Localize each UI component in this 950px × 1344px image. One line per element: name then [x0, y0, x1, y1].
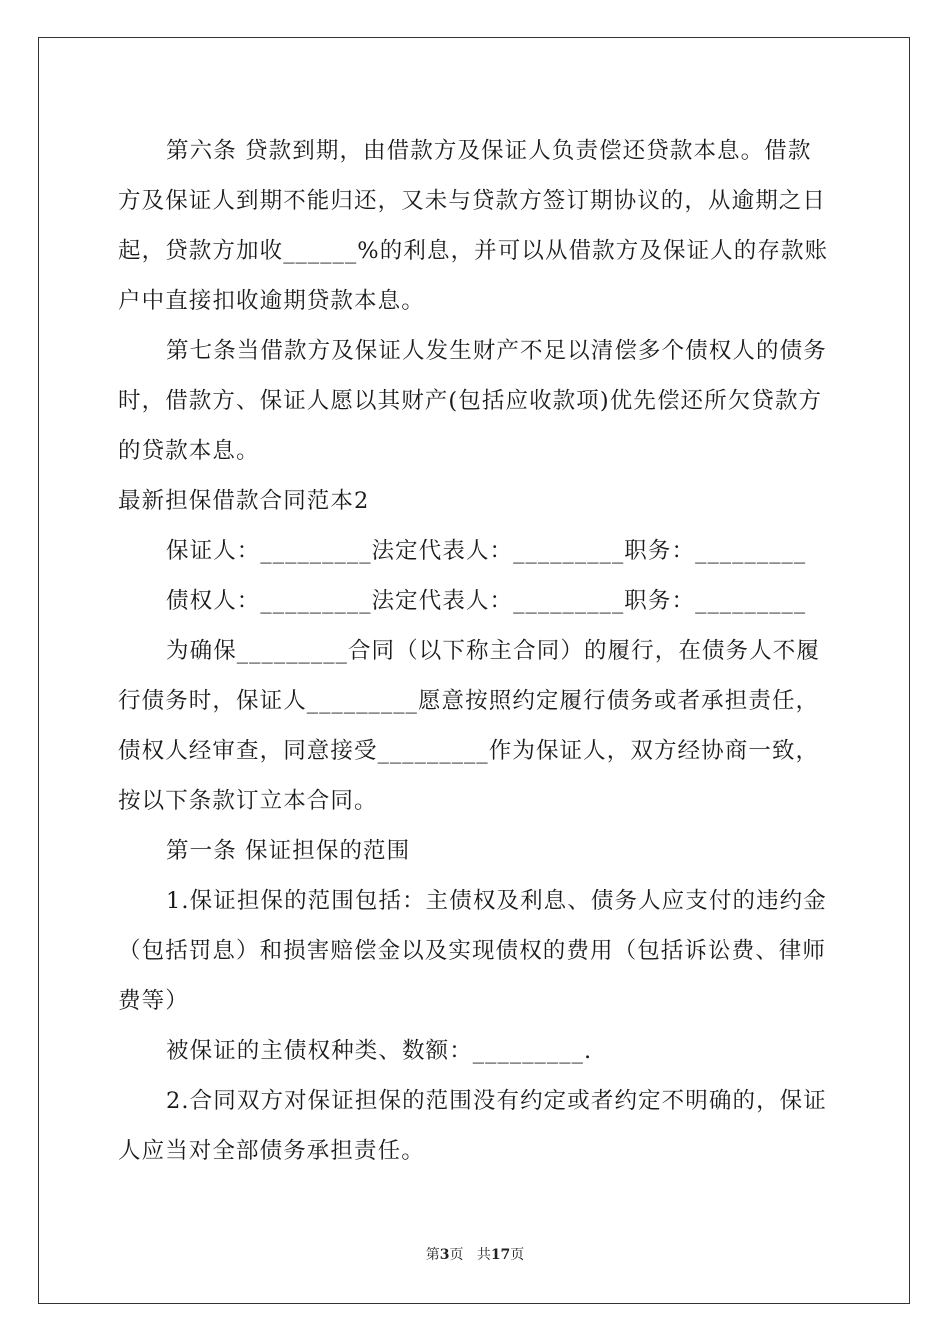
document-body [118, 126, 838, 1176]
page-number: 3 [439, 1247, 450, 1263]
text-line: 债权人经审查，同意接受_________作为保证人，双方经协商一致， [118, 738, 820, 764]
total-suffix: 页 [510, 1247, 525, 1263]
text-line: 第一条 保证担保的范围 [166, 838, 411, 864]
text-line: 费等） [118, 988, 189, 1014]
text-line: 被保证的主债权种类、数额：_________. [166, 1038, 593, 1064]
article-1-title [118, 826, 838, 876]
paragraph-article-7 [118, 326, 838, 476]
text-line: 第六条 贷款到期，由借款方及保证人负责偿还贷款本息。借款 [166, 138, 812, 164]
text-line: 为确保_________合同（以下称主合同）的履行，在债务人不履 [166, 638, 820, 664]
section-title [118, 476, 838, 526]
paragraph-preamble [118, 626, 838, 826]
text-line: 2.合同双方对保证担保的范围没有约定或者约定不明确的，保证 [166, 1088, 827, 1114]
guarantor-line [118, 526, 838, 576]
total-pages: 17 [490, 1247, 511, 1263]
text-line: 户中直接扣收逾期贷款本息。 [118, 288, 425, 314]
text-line: 时，借款方、保证人愿以其财产(包括应收款项)优先偿还所欠贷款方 [118, 388, 823, 414]
total-prefix: 共 [476, 1247, 491, 1263]
text-line: 的贷款本息。 [118, 438, 260, 464]
creditor-line [118, 576, 838, 626]
heading-text: 最新担保借款合同范本2 [118, 488, 370, 514]
text-line: 方及保证人到期不能归还，又未与贷款方签订期协议的，从逾期之日 [118, 188, 827, 214]
text-line: 按以下条款订立本合同。 [118, 788, 378, 814]
text-line: 1.保证担保的范围包括：主债权及利息、债务人应支付的违约金 [166, 888, 827, 914]
page-prefix: 第 [425, 1247, 440, 1263]
text-line: 起，贷款方加收______%的利息，并可以从借款方及保证人的存款账 [118, 238, 829, 264]
text-line: 人应当对全部债务承担责任。 [118, 1138, 425, 1164]
text-line: 行债务时，保证人_________愿意按照约定履行债务或者承担责任， [118, 688, 820, 714]
text-line: 第七条当借款方及保证人发生财产不足以清偿多个债权人的债务 [166, 338, 827, 364]
paragraph-article-6 [118, 126, 838, 326]
secured-claim-line [118, 1026, 838, 1076]
paragraph-clause-1 [118, 876, 838, 1026]
text-line: （包括罚息）和损害赔偿金以及实现债权的费用（包括诉讼费、律师 [118, 938, 827, 964]
text-line: 债权人：_________法定代表人：_________职务：_________ [166, 588, 807, 614]
text-line: 保证人：_________法定代表人：_________职务：_________ [166, 538, 807, 564]
paragraph-clause-2 [118, 1076, 838, 1176]
page-footer [0, 1244, 950, 1264]
page-suffix: 页 [449, 1247, 464, 1263]
